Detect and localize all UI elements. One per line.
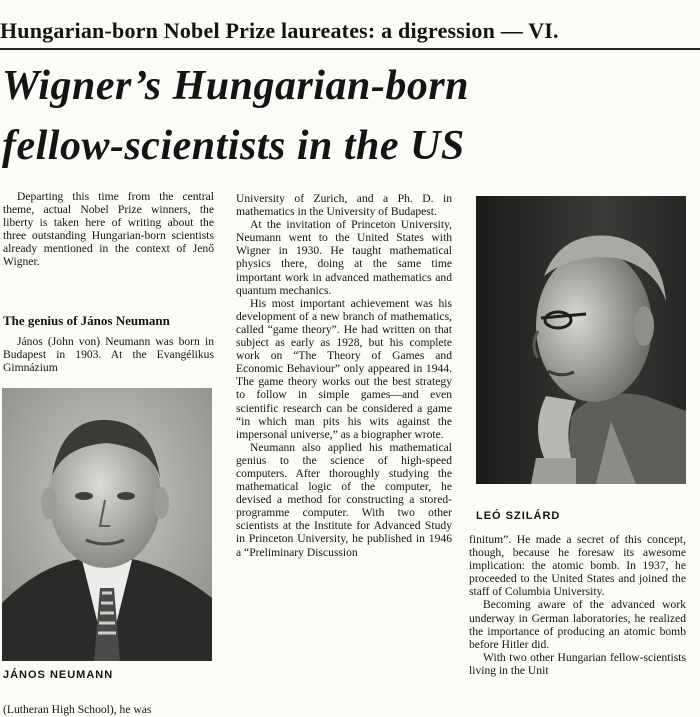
neumann-paragraph-2: (Lutheran High School), he was [3,703,152,716]
column-1-body [3,335,214,374]
headline-line-2: fellow-scientists in the US [2,123,465,169]
neumann-portrait-image [2,388,212,661]
column-2 [236,192,452,559]
neumann-subhead: The genius of János Neumann [3,313,170,328]
column-2-paragraph-4: Neumann also applied his mathematical genius to the science of high-speed computers. After thoroughly studying the mathematical logic of the computer, he devised a method for constructing a stored-programme computer. With two other scientists at the Institute for Advanced Study in Princeton University, he published in 1946 a “Preliminary Discussion [236,440,452,559]
neumann-paragraph-1: János (John von) Neumann was born in Budapest in 1903. At the Evangélikus Gimnázium [3,335,214,375]
kicker-rule [0,48,700,50]
intro-paragraph: Departing this time from the central theme, actual Nobel Prize winners, the liberty is taken here of writing about the three outstanding Hungarian-born scientists already mentioned in the context of Jenő Wigner. [3,190,214,269]
column-3 [469,533,686,677]
neumann-caption: JÁNOS NEUMANN [3,669,114,681]
series-kicker: Hungarian-born Nobel Prize laureates: a digression — VI. [0,18,559,43]
szilard-photo [476,196,686,484]
column-2-paragraph-3: His most important achievement was his development of a new branch of mathematics, called “game theory”. He had written on that subject as early as 1928, but his complete work on “The Theory of Games and Economic Behaviour” only appeared in 1944. The game theory works out the best strategy to follow in simple games—and even scientific research can be considered a game “in which man pits his wits against the impersonal universe,” as a biographer wrote. [236,296,452,441]
column-3-paragraph-3: With two other Hungarian fellow-scientists living in the Unit [469,650,686,677]
column-1-intro [3,190,214,269]
column-2-paragraph-2: At the invitation of Princeton University, Neumann went to the United States with Wigner in 1930. He taught mathematical physics there, doing at the same time important work in advanced mathematics and quantum mechanics. [236,218,452,297]
column-2-paragraph-1: University of Zurich, and a Ph. D. in mathematics in the University of Budapest. [236,192,452,219]
headline-line-1: Wigner’s Hungarian-born [2,63,470,109]
column-3-paragraph-1: finitum”. He made a secret of this concept, though, because he foresaw its awesome implication: the atomic bomb. In 1937, he proceeded to the United States and joined the staff of Columbia University. [469,533,686,599]
neumann-photo [2,388,212,661]
szilard-caption: LEÓ SZILÁRD [476,510,561,522]
column-3-paragraph-2: Becoming aware of the advanced work underway in German laboratories, he realized the importance of producing an atomic bomb before Hitler did. [469,598,686,651]
column-1-continuation [3,703,214,716]
szilard-portrait-image [476,196,686,484]
